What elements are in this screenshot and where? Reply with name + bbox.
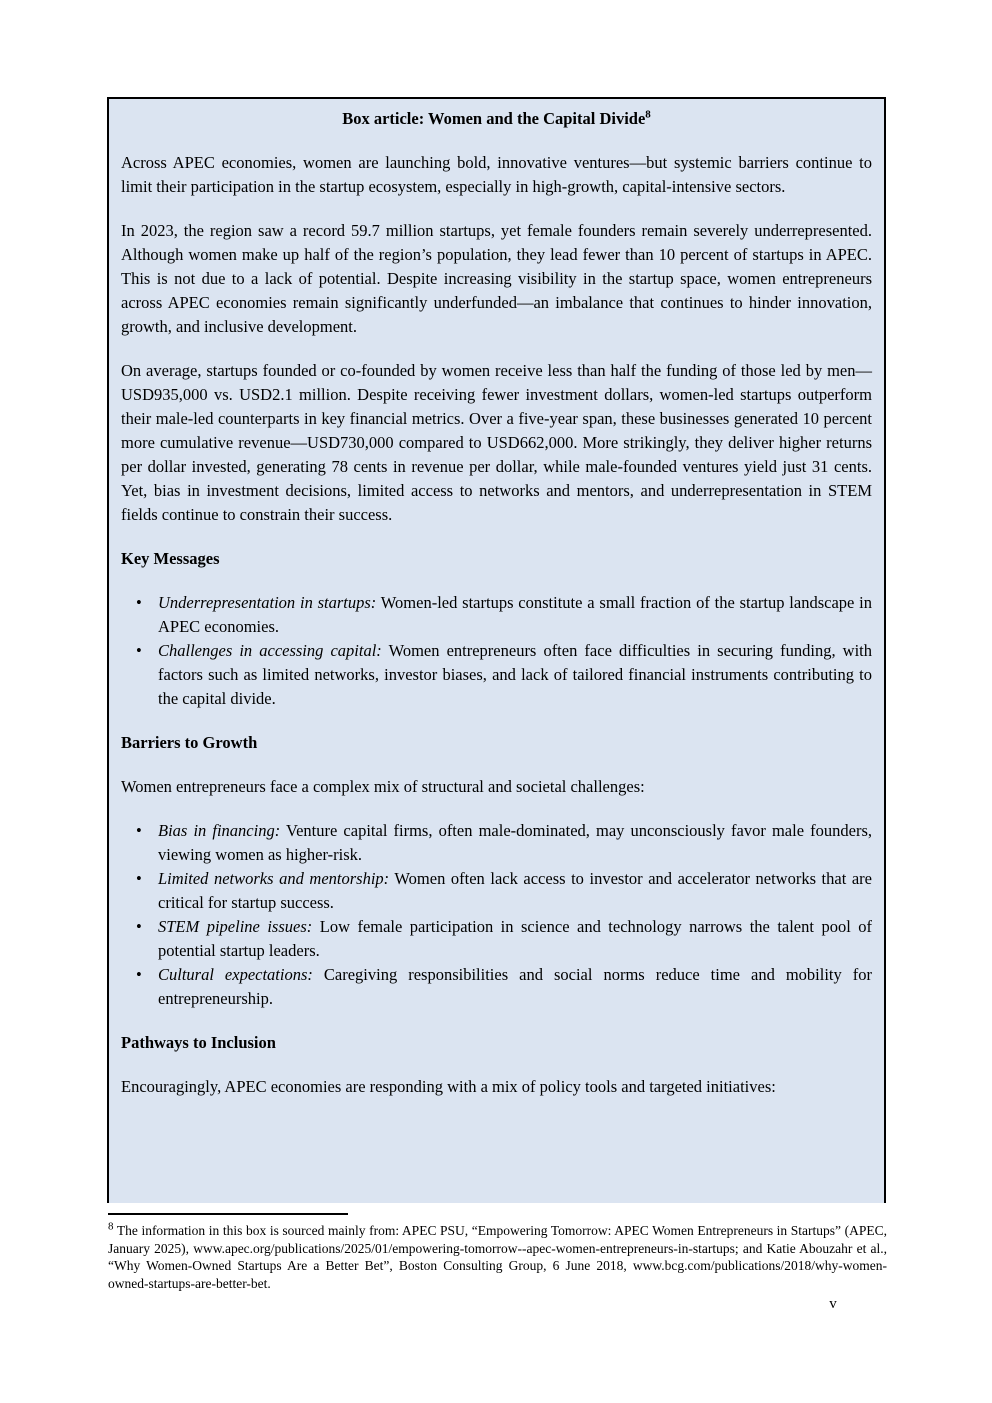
- bullet-icon: •: [136, 821, 142, 840]
- bullet-lead: Challenges in accessing capital:: [158, 641, 382, 660]
- bullet-text: Caregiving responsibilities and social norms reduce time and mobility for entrepreneurship.: [158, 965, 872, 1008]
- bullet-text: Women-led startups constitute a small fraction of the startup landscape in APEC economies.: [158, 593, 872, 636]
- bullet-icon: •: [136, 641, 142, 660]
- heading-key-messages: Key Messages: [121, 549, 220, 568]
- paragraph-barriers-intro: Women entrepreneurs face a complex mix of structural and societal challenges:: [121, 777, 645, 796]
- bullet-lead: Underrepresentation in startups:: [158, 593, 377, 612]
- paragraph-intro: Across APEC economies, women are launching bold, innovative ventures—but systemic barriers continue to limit their participation in the startup ecosystem, especially in high-growth, capital-intensive sectors.: [121, 153, 872, 196]
- list-item: [121, 963, 872, 1011]
- key-messages-list: [121, 591, 872, 711]
- bullet-text: Women entrepreneurs often face difficulties in securing funding, with factors such as limited networks, investor biases, and lack of tailored financial instruments contributing to the capital divide.: [158, 641, 872, 708]
- bullet-text: Low female participation in science and technology narrows the talent pool of potential startup leaders.: [158, 917, 872, 960]
- list-item: [121, 639, 872, 711]
- paragraph-funding-gap: On average, startups founded or co-founded by women receive less than half the funding of those led by men—USD935,000 vs. USD2.1 million. Despite receiving fewer investment dollars, women-led startups outperform their male-led counterparts in key financial metrics. Over a five-year span, these businesses generated 10 percent more cumulative revenue—USD730,000 compared to USD662,000. More strikingly, they deliver higher returns per dollar invested, generating 78 cents in revenue per dollar, while male-founded ventures yield just 31 cents. Yet, bias in investment decisions, limited access to networks and mentors, and underrepresentation in STEM fields continue to constrain their success.: [121, 361, 872, 524]
- bullet-icon: •: [136, 965, 142, 984]
- footnote-area: [108, 1213, 887, 1292]
- box-article: [107, 97, 886, 1203]
- bullet-text: Venture capital firms, often male-dominated, may unconsciously favor male founders, viewing women as higher-risk.: [158, 821, 872, 864]
- footnote-text: The information in this box is sourced mainly from: APEC PSU, “Empowering Tomorrow: APEC Women Entrepreneurs in Startups” (APEC, January 2025), www.apec.org/publications/2025/01/empowering-tomorrow--apec-women-entrepreneurs-in-startups; and Katie Abouzahr et al., “Why Women-Owned Startups Are a Better Bet”, Boston Consulting Group, 6 June 2018, www.bcg.com/publications/2018/why-women-owned-startups-are-better-bet.: [108, 1223, 887, 1291]
- paragraph-pathways-intro: Encouragingly, APEC economies are responding with a mix of policy tools and targeted initiatives:: [121, 1077, 776, 1096]
- box-title-footnote-ref: 8: [645, 108, 651, 121]
- bullet-text: Women often lack access to investor and accelerator networks that are critical for startup success.: [158, 869, 872, 912]
- footnote: [108, 1222, 887, 1292]
- bullet-lead: STEM pipeline issues:: [158, 917, 313, 936]
- footnote-separator: [108, 1213, 348, 1215]
- heading-pathways-to-inclusion: Pathways to Inclusion: [121, 1033, 276, 1052]
- heading-barriers-to-growth: Barriers to Growth: [121, 733, 258, 752]
- list-item: [121, 867, 872, 915]
- bullet-icon: •: [136, 593, 142, 612]
- bullet-lead: Cultural expectations:: [158, 965, 313, 984]
- list-item: [121, 915, 872, 963]
- paragraph-startups-2023: In 2023, the region saw a record 59.7 million startups, yet female founders remain severely underrepresented. Although women make up half of the region’s population, they lead fewer than 10 percent of startups in APEC. This is not due to a lack of potential. Despite increasing visibility in the startup space, women entrepreneurs across APEC economies remain significantly underfunded—an imbalance that continues to hinder innovation, growth, and inclusive development.: [121, 221, 872, 336]
- list-item: [121, 819, 872, 867]
- bullet-icon: •: [136, 917, 142, 936]
- list-item: [121, 591, 872, 639]
- bullet-icon: •: [136, 869, 142, 888]
- footnote-marker: 8: [108, 1220, 114, 1233]
- barriers-list: [121, 819, 872, 1011]
- bullet-lead: Bias in financing:: [158, 821, 281, 840]
- page-number: v: [829, 1296, 837, 1312]
- box-article-title: [121, 107, 872, 131]
- bullet-lead: Limited networks and mentorship:: [158, 869, 390, 888]
- box-title-text: Box article: Women and the Capital Divide: [342, 109, 646, 128]
